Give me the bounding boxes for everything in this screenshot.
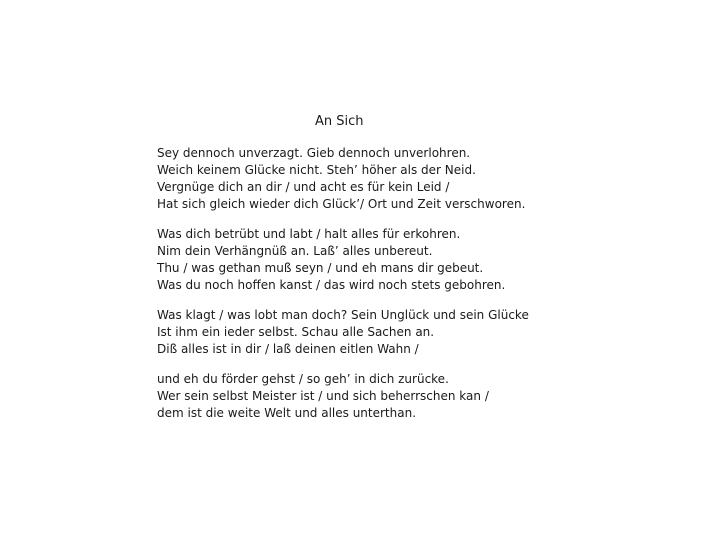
stanza-1 — [157, 145, 587, 213]
poem-line: und eh du förder gehst / so geh’ in dich zurücke. — [157, 372, 449, 386]
poem-line: Sey dennoch unverzagt. Gieb dennoch unverlohren. — [157, 146, 471, 160]
stanza-4 — [157, 371, 587, 422]
poem-line: Nim dein Verhängnüß an. Laß’ alles unbereut. — [157, 244, 433, 258]
poem-line: Vergnüge dich an dir / und acht es für kein Leid / — [157, 180, 450, 194]
stanza-2 — [157, 226, 587, 294]
poem-line: Was dich betrübt und labt / halt alles für erkohren. — [157, 227, 461, 241]
poem-body — [157, 145, 587, 435]
poem-line: Was du noch hoffen kanst / das wird noch stets gebohren. — [157, 278, 506, 292]
poem-line: Weich keinem Glücke nicht. Steh’ höher als der Neid. — [157, 163, 476, 177]
poem-line: Was klagt / was lobt man doch? Sein Unglück und sein Glücke — [157, 308, 529, 322]
stanza-3 — [157, 307, 587, 358]
poem-line: Thu / was gethan muß seyn / und eh mans dir gebeut. — [157, 261, 484, 275]
poem-line: Hat sich gleich wieder dich Glück’/ Ort und Zeit verschworen. — [157, 197, 526, 211]
poem-line: dem ist die weite Welt und alles unterthan. — [157, 406, 417, 420]
poem-line: Wer sein selbst Meister ist / und sich beherrschen kan / — [157, 389, 489, 403]
poem-line: Ist ihm ein ieder selbst. Schau alle Sachen an. — [157, 325, 435, 339]
poem-title: An Sich — [315, 114, 364, 129]
poem-line: Diß alles ist in dir / laß deinen eitlen Wahn / — [157, 342, 419, 356]
